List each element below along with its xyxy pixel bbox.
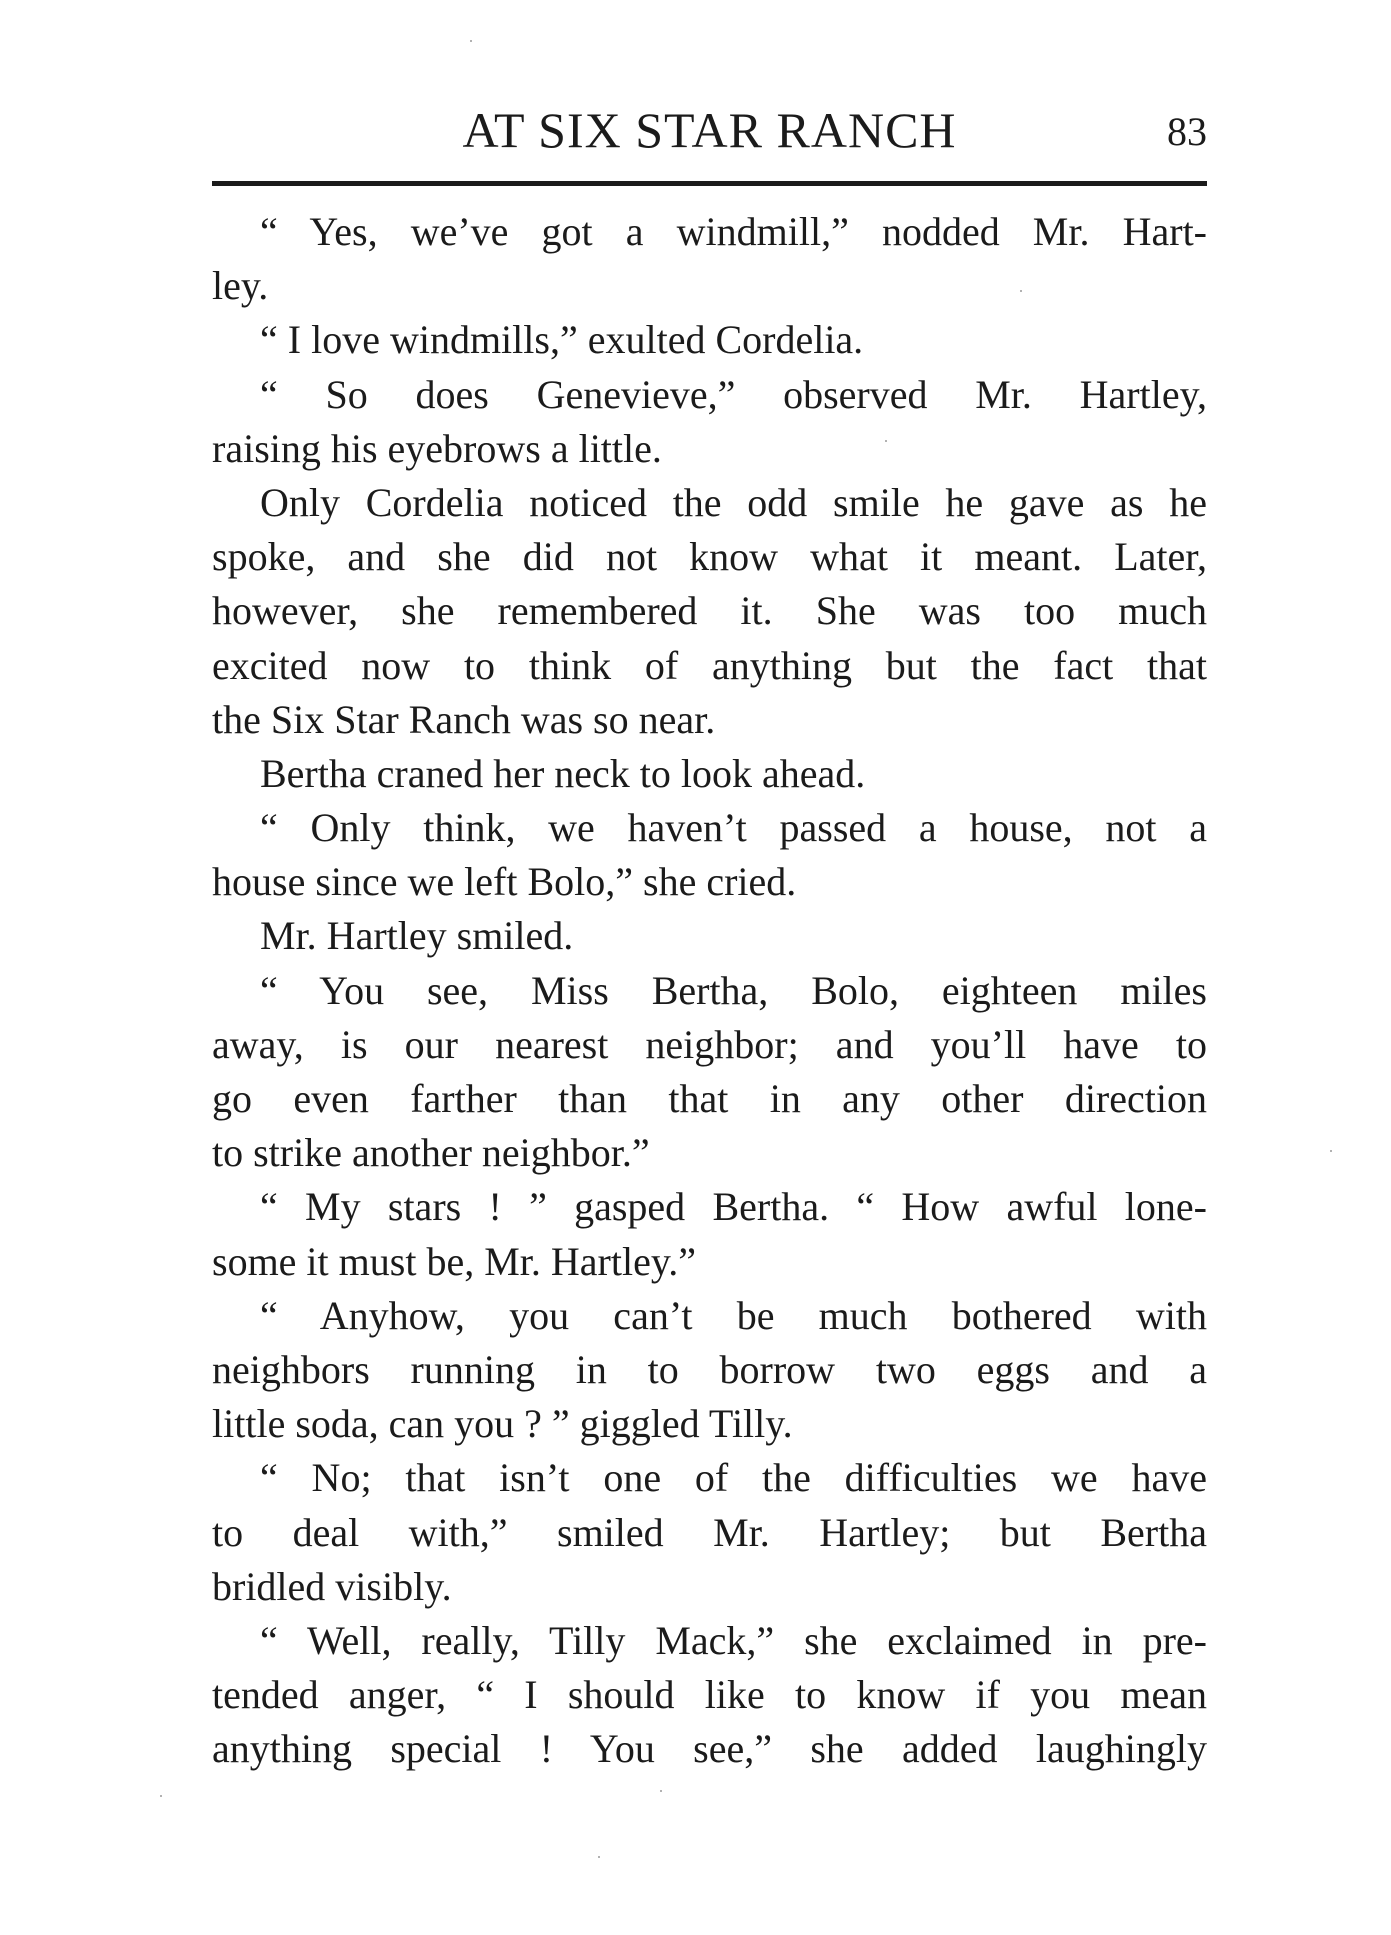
running-title: AT SIX STAR RANCH [462, 102, 957, 158]
header-rule [212, 181, 1207, 186]
text-line: “ I love windmills,” exulted Cordelia. [260, 317, 864, 363]
text-line: “ Yes, we’ve got a windmill,” nodded Mr. Hart- [260, 209, 1207, 254]
text-line: bridled visibly. [212, 1563, 452, 1609]
text-line: house since we left Bolo,” she cried. [212, 859, 797, 905]
text-line: “ Well, really, Tilly Mack,” she exclaimed in pre- [260, 1617, 1207, 1663]
text-line: however, she remembered it. She was too much [212, 588, 1207, 634]
text-line: Only Cordelia noticed the odd smile he gave as he [260, 479, 1207, 525]
text-line: the Six Star Ranch was so near. [212, 696, 716, 742]
text-line: “ So does Genevieve,” observed Mr. Hartley, [260, 371, 1207, 417]
text-line: excited now to think of anything but the fact that [212, 642, 1207, 688]
text-line: to deal with,” smiled Mr. Hartley; but Bertha [212, 1509, 1207, 1555]
text-line: Bertha craned her neck to look ahead. [260, 750, 866, 796]
text-line: “ You see, Miss Bertha, Bolo, eighteen miles [260, 967, 1207, 1013]
text-line: to strike another neighbor.” [212, 1130, 650, 1176]
text-line: anything special ! You see,” she added laughingly [212, 1726, 1207, 1772]
text-line: “ No; that isn’t one of the difficulties we have [260, 1455, 1207, 1501]
text-line: ley. [212, 263, 269, 309]
text-line: spoke, and she did not know what it meant. Later, [212, 534, 1207, 580]
text-line: raising his eyebrows a little. [212, 425, 662, 471]
text-line: “ My stars ! ” gasped Bertha. “ How awful lone- [260, 1184, 1207, 1230]
text-line: tended anger, “ I should like to know if you mean [212, 1672, 1207, 1718]
page-header [212, 98, 1207, 178]
text-line: “ Only think, we haven’t passed a house, not a [260, 805, 1207, 851]
body-text [212, 205, 1207, 1776]
text-line: Mr. Hartley smiled. [260, 913, 574, 959]
text-line: away, is our nearest neighbor; and you’ll have to [212, 1021, 1207, 1067]
text-line: go even farther than that in any other direction [212, 1076, 1207, 1121]
text-line: neighbors running in to borrow two eggs and a [212, 1346, 1207, 1392]
text-line: some it must be, Mr. Hartley.” [212, 1238, 696, 1284]
page-number: 83 [1167, 109, 1207, 154]
text-line: little soda, can you ? ” giggled Tilly. [212, 1401, 793, 1447]
text-line: “ Anyhow, you can’t be much bothered with [260, 1292, 1207, 1338]
